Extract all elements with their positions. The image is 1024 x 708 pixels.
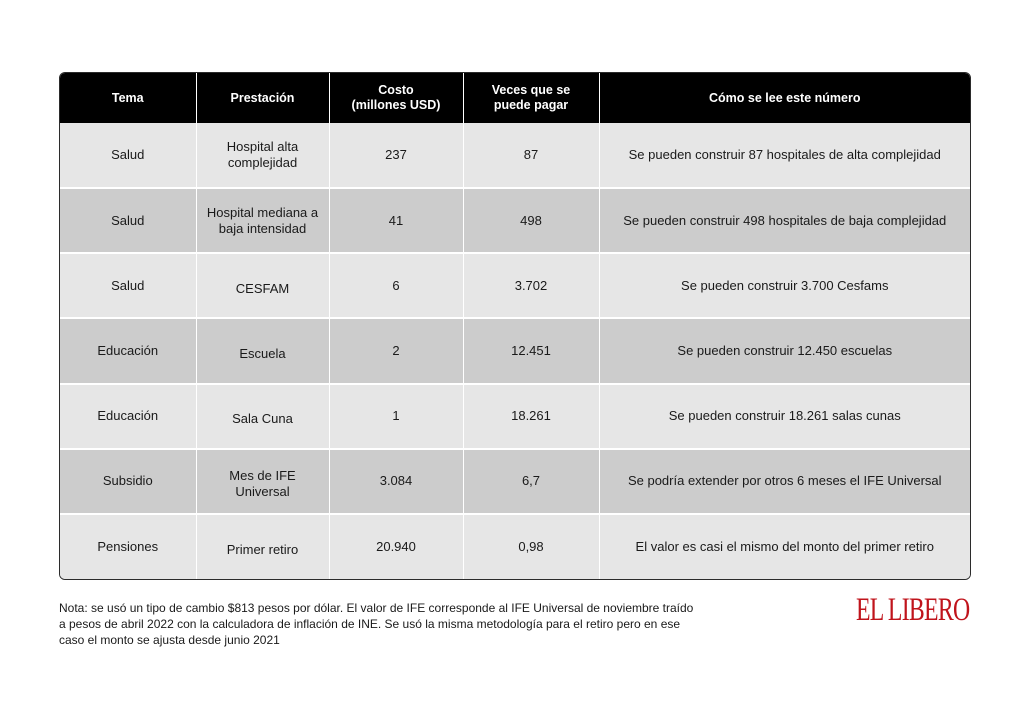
cell-costo: 6 (329, 253, 463, 318)
cell-veces: 3.702 (463, 253, 599, 318)
cell-veces: 498 (463, 188, 599, 253)
table-row (60, 449, 970, 514)
cell-costo: 3.084 (329, 449, 463, 514)
table-row (60, 514, 970, 579)
cell-tema: Subsidio (60, 449, 196, 514)
table-body (60, 123, 970, 579)
cell-lectura: El valor es casi el mismo del monto del primer retiro (599, 514, 970, 579)
table-row (60, 318, 970, 383)
cell-tema: Salud (60, 188, 196, 253)
cost-comparison-table (59, 72, 971, 580)
cell-prestacion: Hospital alta complejidad (196, 123, 329, 188)
header-costo (329, 73, 463, 123)
cell-tema: Educación (60, 384, 196, 449)
cell-costo: 20.940 (329, 514, 463, 579)
cell-costo: 41 (329, 188, 463, 253)
table-row (60, 253, 970, 318)
cell-lectura: Se pueden construir 12.450 escuelas (599, 318, 970, 383)
cell-veces: 12.451 (463, 318, 599, 383)
cell-veces: 87 (463, 123, 599, 188)
cell-prestacion: CESFAM (196, 253, 329, 318)
cell-veces: 18.261 (463, 384, 599, 449)
cell-prestacion: Mes de IFE Universal (196, 449, 329, 514)
cell-costo: 1 (329, 384, 463, 449)
header-prestacion: Prestación (196, 73, 329, 123)
cell-tema: Salud (60, 253, 196, 318)
cell-prestacion: Hospital mediana a baja intensidad (196, 188, 329, 253)
header-lectura: Cómo se lee este número (709, 90, 861, 105)
cell-lectura: Se podría extender por otros 6 meses el IFE Universal (599, 449, 970, 514)
table-row (60, 123, 970, 188)
table-row (60, 384, 970, 449)
cell-tema: Pensiones (60, 514, 196, 579)
cell-veces: 6,7 (463, 449, 599, 514)
data-table (60, 73, 970, 579)
cell-prestacion: Sala Cuna (196, 384, 329, 449)
methodology-note: Nota: se usó un tipo de cambio $813 pesos por dólar. El valor de IFE corresponde al IFE Universal de noviembre traído a pesos de abril 2022 con la calculadora de inflación de INE. Se usó la misma metodología para el retiro pero en ese caso el monto se ajusta desde junio 2021 (59, 601, 694, 647)
header-veces (463, 73, 599, 123)
cell-costo: 2 (329, 318, 463, 383)
cell-costo: 237 (329, 123, 463, 188)
table-header (60, 73, 970, 123)
cell-tema: Salud (60, 123, 196, 188)
table-row (60, 188, 970, 253)
cell-tema: Educación (60, 318, 196, 383)
cell-prestacion: Escuela (196, 318, 329, 383)
el-libero-logo: EL LIBERO (856, 592, 970, 628)
cell-lectura: Se pueden construir 3.700 Cesfams (599, 253, 970, 318)
header-tema: Tema (60, 73, 196, 123)
cell-prestacion: Primer retiro (196, 514, 329, 579)
header-row (60, 73, 970, 123)
cell-lectura: Se pueden construir 18.261 salas cunas (599, 384, 970, 449)
header-veces-label: Veces que se puede pagar (491, 83, 571, 112)
cell-lectura: Se pueden construir 87 hospitales de alta complejidad (628, 147, 941, 163)
cell-veces: 0,98 (463, 514, 599, 579)
header-costo-label: Costo (millones USD) (351, 83, 441, 112)
cell-lectura: Se pueden construir 498 hospitales de baja complejidad (599, 188, 970, 253)
